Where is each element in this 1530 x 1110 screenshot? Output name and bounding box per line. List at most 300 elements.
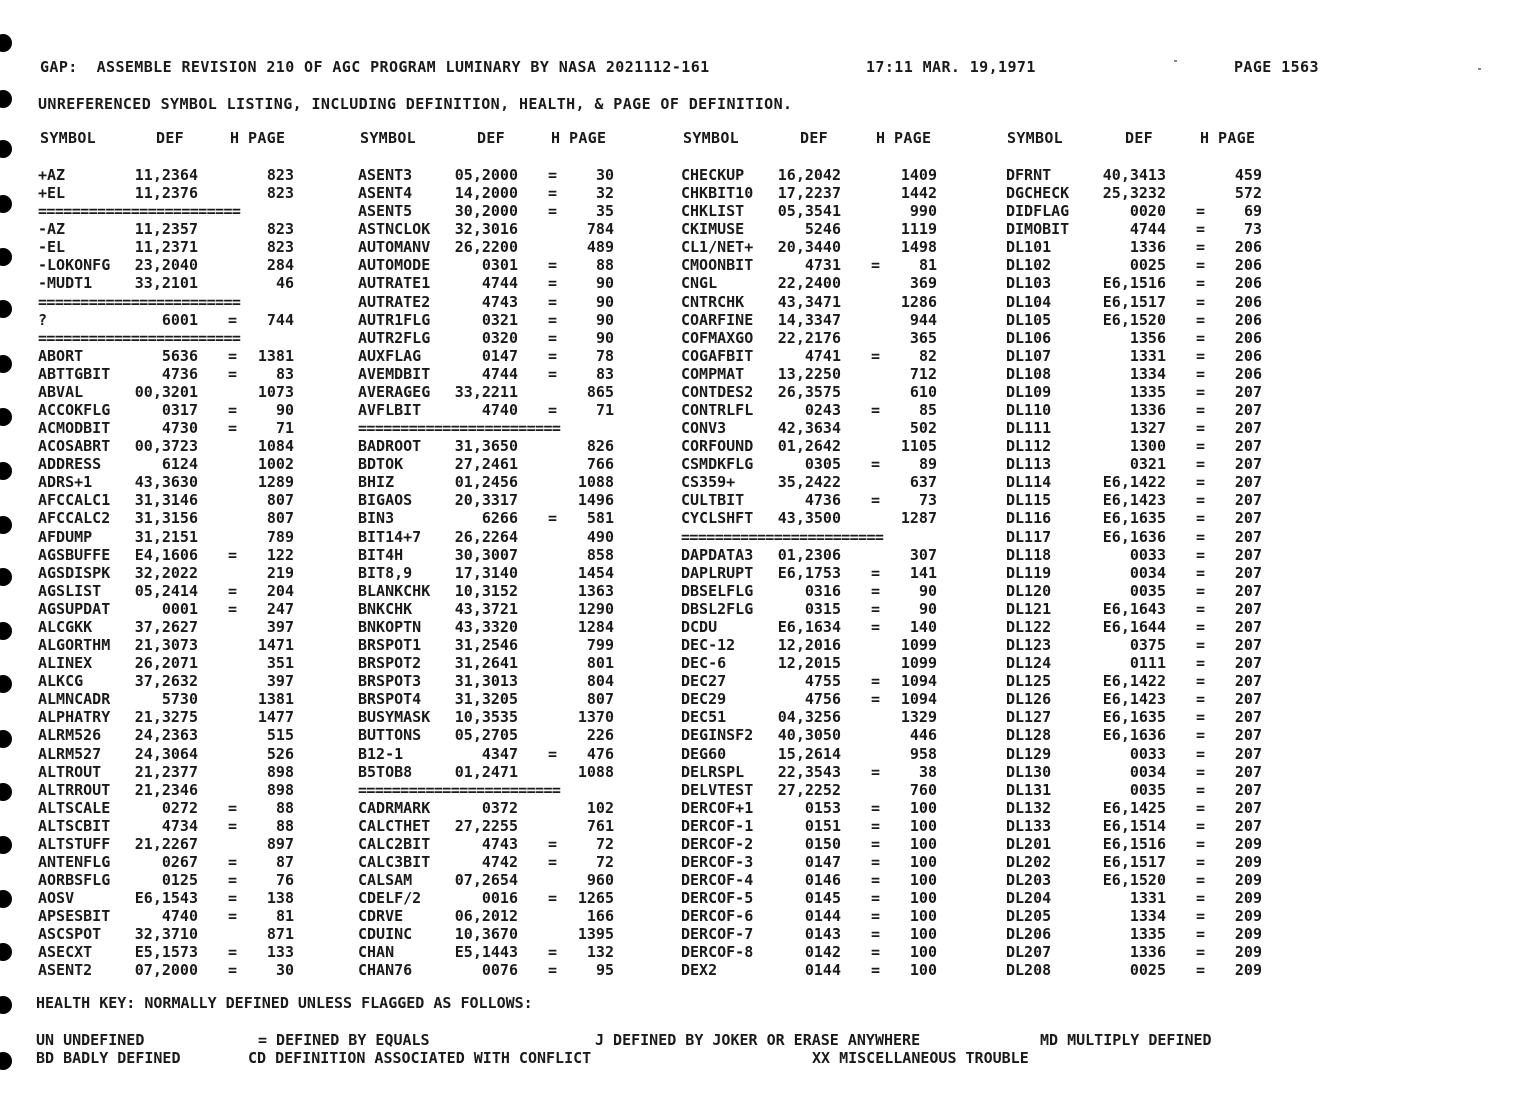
definition-page: 207 <box>1234 401 1262 420</box>
health-flag: = <box>1196 834 1206 853</box>
health-flag: = <box>548 834 558 853</box>
table-row <box>1006 220 1268 238</box>
definition-page: 100 <box>909 943 937 962</box>
symbol-name: DCDU <box>681 617 718 636</box>
symbol-definition: 40,3413 <box>1102 166 1166 184</box>
symbol-name: CNGL <box>681 274 718 293</box>
symbol-name: ALMNCADR <box>38 690 111 709</box>
symbol-definition: 31,3205 <box>454 690 518 709</box>
health-flag: = <box>1196 527 1206 546</box>
symbol-name: COMPMAT <box>681 364 745 383</box>
symbol-definition: 0144 <box>804 961 841 980</box>
symbol-name: DL110 <box>1006 401 1052 420</box>
symbol-definition: 05,2000 <box>454 166 518 184</box>
definition-page: 1287 <box>900 509 937 528</box>
symbol-definition: 4740 <box>161 907 198 926</box>
symbol-name: DL112 <box>1006 437 1052 456</box>
symbol-name: CONTRLFL <box>681 401 754 420</box>
symbol-name: -MUDT1 <box>38 274 93 293</box>
table-row <box>38 546 298 564</box>
symbol-definition: E6,1422 <box>1102 473 1166 492</box>
symbol-name: ASCSPOT <box>38 925 102 944</box>
symbol-name: DEC29 <box>681 690 727 709</box>
table-row <box>681 455 945 473</box>
health-flag: = <box>871 907 881 926</box>
symbol-definition: 1334 <box>1129 907 1166 926</box>
table-row <box>358 491 620 509</box>
definition-page: 784 <box>586 220 614 239</box>
table-row <box>681 238 945 256</box>
definition-page: 1477 <box>257 708 294 727</box>
symbol-definition: 31,3156 <box>134 509 198 528</box>
definition-page: 515 <box>266 726 294 745</box>
symbol-name: AFCCALC2 <box>38 509 111 528</box>
symbol-definition: 42,3634 <box>777 419 841 438</box>
table-row <box>358 220 620 238</box>
punch-hole <box>0 836 12 854</box>
table-row <box>38 220 298 238</box>
symbol-definition: 0372 <box>481 798 518 817</box>
health-flag: = <box>228 545 238 564</box>
table-row <box>681 419 945 437</box>
definition-page: 206 <box>1234 310 1262 329</box>
table-row <box>1006 582 1268 600</box>
table-row <box>681 763 945 781</box>
symbol-name: CYCLSHFT <box>681 509 754 528</box>
symbol-name: BIT14+7 <box>358 527 422 546</box>
symbol-name: AGSUPDAT <box>38 599 111 618</box>
definition-page: 207 <box>1234 527 1262 546</box>
health-flag: = <box>871 925 881 944</box>
symbol-definition: 1356 <box>1129 328 1166 347</box>
definition-page: 1471 <box>257 636 294 655</box>
symbol-name: ALTRROUT <box>38 780 111 799</box>
symbol-name: AVERAGEG <box>358 382 431 401</box>
table-row <box>681 726 945 744</box>
symbol-definition: 0147 <box>804 852 841 871</box>
symbol-name: AVEMDBIT <box>358 364 431 383</box>
symbol-name: BIT4H <box>358 545 404 564</box>
symbol-name: ALTROUT <box>38 762 102 781</box>
health-flag: = <box>1196 889 1206 908</box>
table-row <box>1006 799 1268 817</box>
table-row <box>358 853 620 871</box>
symbol-definition: 0111 <box>1129 654 1166 673</box>
table-row <box>38 256 298 274</box>
definition-page: 1286 <box>900 292 937 311</box>
definition-page: 166 <box>586 907 614 926</box>
definition-page: 1002 <box>257 455 294 474</box>
table-row <box>1006 509 1268 527</box>
definition-page: 100 <box>909 961 937 980</box>
header-page: PAGE <box>894 129 932 147</box>
definition-page: 897 <box>266 834 294 853</box>
punch-hole <box>0 1052 12 1070</box>
health-flag: = <box>871 834 881 853</box>
table-row <box>1006 455 1268 473</box>
table-row <box>38 943 298 961</box>
symbol-name: DL130 <box>1006 762 1052 781</box>
definition-page: 209 <box>1234 852 1262 871</box>
symbol-definition: 6266 <box>481 509 518 528</box>
table-row <box>38 184 298 202</box>
symbol-name: AUTRATE1 <box>358 274 431 293</box>
header-health: H <box>551 129 561 147</box>
definition-page: 206 <box>1234 274 1262 293</box>
table-row <box>38 455 298 473</box>
symbol-definition: 33,2101 <box>134 274 198 293</box>
header-def: DEF <box>800 129 828 147</box>
definition-page: 1099 <box>900 654 937 673</box>
health-flag: = <box>1196 599 1206 618</box>
definition-page: 95 <box>595 961 614 980</box>
definition-page: 823 <box>266 220 294 239</box>
symbol-name: ALTSTUFF <box>38 834 111 853</box>
symbol-definition: 16,2042 <box>777 166 841 184</box>
health-flag: = <box>1196 726 1206 745</box>
definition-page: 30 <box>595 166 614 184</box>
definition-page: 73 <box>1243 220 1262 239</box>
symbol-definition: 43,3721 <box>454 599 518 618</box>
health-flag: = <box>228 907 238 926</box>
table-row <box>681 690 945 708</box>
table-row <box>1006 708 1268 726</box>
definition-page: 207 <box>1234 563 1262 582</box>
table-row <box>1006 781 1268 799</box>
symbol-definition: 0147 <box>481 346 518 365</box>
table-row <box>358 925 620 943</box>
definition-page: 46 <box>275 274 294 293</box>
table-row <box>358 636 620 654</box>
symbol-name: B12-1 <box>358 744 404 763</box>
symbol-name: DL116 <box>1006 509 1052 528</box>
definition-page: 990 <box>909 202 937 221</box>
symbol-definition: 1300 <box>1129 437 1166 456</box>
symbol-name: DL123 <box>1006 636 1052 655</box>
health-flag: = <box>871 581 881 600</box>
definition-page: 209 <box>1234 834 1262 853</box>
definition-page: 100 <box>909 852 937 871</box>
definition-page: 489 <box>586 238 614 257</box>
table-row <box>358 961 620 979</box>
health-flag: = <box>1196 419 1206 438</box>
symbol-definition: 31,3146 <box>134 491 198 510</box>
health-flag: = <box>548 744 558 763</box>
definition-page: 459 <box>1234 166 1262 184</box>
symbol-definition: 31,3650 <box>454 437 518 456</box>
definition-page: 90 <box>918 599 937 618</box>
symbol-definition: E6,1753 <box>777 563 841 582</box>
health-flag: = <box>548 328 558 347</box>
symbol-name: DL102 <box>1006 256 1052 275</box>
symbol-definition: 4736 <box>804 491 841 510</box>
health-flag: = <box>1196 654 1206 673</box>
definition-page: 871 <box>266 925 294 944</box>
health-flag: = <box>228 889 238 908</box>
table-row <box>681 528 945 546</box>
table-row <box>681 600 945 618</box>
symbol-definition: 0267 <box>161 852 198 871</box>
symbol-definition: E6,1516 <box>1102 274 1166 293</box>
symbol-name: -AZ <box>38 220 66 239</box>
health-flag: = <box>1196 636 1206 655</box>
table-row <box>1006 184 1268 202</box>
table-row <box>358 708 620 726</box>
symbol-definition: 04,3256 <box>777 708 841 727</box>
health-flag: = <box>871 563 881 582</box>
table-row <box>38 835 298 853</box>
symbol-definition: 4755 <box>804 672 841 691</box>
health-flag: = <box>871 943 881 962</box>
symbol-name: CS359+ <box>681 473 736 492</box>
symbol-name: DL207 <box>1006 943 1052 962</box>
symbol-name: CONTDES2 <box>681 382 754 401</box>
table-row <box>681 618 945 636</box>
health-flag: = <box>1196 563 1206 582</box>
health-flag: = <box>1196 220 1206 239</box>
symbol-name: CALCTHET <box>358 816 431 835</box>
table-row <box>681 564 945 582</box>
symbol-name: DL125 <box>1006 672 1052 691</box>
definition-page: 369 <box>909 274 937 293</box>
symbol-definition: 30,2000 <box>454 202 518 221</box>
symbol-definition: 4744 <box>481 364 518 383</box>
definition-page: 760 <box>909 780 937 799</box>
table-row <box>358 274 620 292</box>
table-row <box>1006 943 1268 961</box>
symbol-name: DGCHECK <box>1006 184 1070 203</box>
symbol-definition: 0375 <box>1129 636 1166 655</box>
definition-page: 73 <box>918 491 937 510</box>
definition-page: 1381 <box>257 346 294 365</box>
health-flag: = <box>1196 744 1206 763</box>
definition-page: 1073 <box>257 382 294 401</box>
symbol-name: BIN3 <box>358 509 395 528</box>
definition-page: 207 <box>1234 437 1262 456</box>
table-row <box>38 925 298 943</box>
header-def: DEF <box>1125 129 1153 147</box>
table-row <box>38 166 298 184</box>
symbol-name: DL126 <box>1006 690 1052 709</box>
symbol-name: CHKLIST <box>681 202 745 221</box>
key-undefined: UN UNDEFINED <box>36 1031 145 1049</box>
symbol-definition: 4741 <box>804 346 841 365</box>
definition-page: 100 <box>909 834 937 853</box>
table-row <box>1006 419 1268 437</box>
symbol-definition: 0144 <box>804 907 841 926</box>
table-row <box>38 763 298 781</box>
definition-page: 351 <box>266 654 294 673</box>
table-row <box>358 455 620 473</box>
separator-line: ======================== <box>681 527 884 546</box>
symbol-name: CHECKUP <box>681 166 745 184</box>
symbol-definition: 6001 <box>161 310 198 329</box>
health-flag: = <box>1196 943 1206 962</box>
definition-page: 207 <box>1234 798 1262 817</box>
definition-page: 958 <box>909 744 937 763</box>
definition-page: 307 <box>909 545 937 564</box>
punch-hole <box>0 34 12 52</box>
symbol-definition: 0143 <box>804 925 841 944</box>
health-flag: = <box>1196 382 1206 401</box>
health-flag: = <box>1196 617 1206 636</box>
definition-page: 1119 <box>900 220 937 239</box>
definition-page: 69 <box>1243 202 1262 221</box>
symbol-name: ACMODBIT <box>38 419 111 438</box>
table-row <box>38 600 298 618</box>
definition-page: 88 <box>275 798 294 817</box>
symbol-definition: 00,3201 <box>134 382 198 401</box>
definition-page: 865 <box>586 382 614 401</box>
symbol-name: CALC2BIT <box>358 834 431 853</box>
definition-page: 207 <box>1234 726 1262 745</box>
definition-page: 1084 <box>257 437 294 456</box>
table-row <box>1006 600 1268 618</box>
symbol-definition: 17,3140 <box>454 563 518 582</box>
definition-page: 122 <box>266 545 294 564</box>
symbol-definition: 1331 <box>1129 889 1166 908</box>
health-flag: = <box>1196 292 1206 311</box>
symbol-definition: E5,1573 <box>134 943 198 962</box>
table-row <box>358 745 620 763</box>
symbol-name: DL118 <box>1006 545 1052 564</box>
symbol-definition: 37,2632 <box>134 672 198 691</box>
health-flag: = <box>228 816 238 835</box>
definition-page: 207 <box>1234 509 1262 528</box>
symbol-definition: 15,2614 <box>777 744 841 763</box>
definition-page: 826 <box>586 437 614 456</box>
symbol-definition: 21,2267 <box>134 834 198 853</box>
symbol-definition: 0034 <box>1129 563 1166 582</box>
table-row <box>1006 853 1268 871</box>
symbol-definition: 4756 <box>804 690 841 709</box>
symbol-name: DL127 <box>1006 708 1052 727</box>
health-flag: = <box>871 256 881 275</box>
symbol-definition: 0016 <box>481 889 518 908</box>
symbol-name: DL106 <box>1006 328 1052 347</box>
definition-page: 100 <box>909 871 937 890</box>
table-row <box>1006 672 1268 690</box>
symbol-name: DL101 <box>1006 238 1052 257</box>
table-row <box>1006 473 1268 491</box>
health-flag: = <box>871 690 881 709</box>
definition-page: 207 <box>1234 599 1262 618</box>
definition-page: 207 <box>1234 816 1262 835</box>
definition-page: 209 <box>1234 907 1262 926</box>
definition-page: 207 <box>1234 545 1262 564</box>
health-flag: = <box>548 256 558 275</box>
table-row <box>38 365 298 383</box>
symbol-definition: E6,1635 <box>1102 708 1166 727</box>
symbol-definition: 1334 <box>1129 364 1166 383</box>
symbol-definition: 22,3543 <box>777 762 841 781</box>
symbol-name: B5TOB8 <box>358 762 413 781</box>
table-row <box>1006 618 1268 636</box>
symbol-definition: 21,3073 <box>134 636 198 655</box>
table-row <box>358 202 620 220</box>
symbol-name: DL202 <box>1006 852 1052 871</box>
symbol-name: CDUINC <box>358 925 413 944</box>
symbol-name: ALTSCBIT <box>38 816 111 835</box>
symbol-definition: 43,3500 <box>777 509 841 528</box>
health-flag: = <box>228 943 238 962</box>
symbol-definition: 0025 <box>1129 256 1166 275</box>
table-row <box>38 672 298 690</box>
symbol-name: DERCOF-1 <box>681 816 754 835</box>
symbol-definition: 0025 <box>1129 961 1166 980</box>
symbol-definition: 1336 <box>1129 238 1166 257</box>
header-symbol: SYMBOL <box>40 129 96 147</box>
symbol-name: CALC3BIT <box>358 852 431 871</box>
table-row <box>358 238 620 256</box>
separator-line: ======================== <box>358 780 561 799</box>
definition-page: 476 <box>586 744 614 763</box>
symbol-name: DL122 <box>1006 617 1052 636</box>
symbol-name: ALKCG <box>38 672 84 691</box>
symbol-name: DL114 <box>1006 473 1052 492</box>
symbol-name: ADRS+1 <box>38 473 93 492</box>
health-flag: = <box>1196 871 1206 890</box>
symbol-definition: 0001 <box>161 599 198 618</box>
definition-page: 90 <box>595 328 614 347</box>
symbol-definition: 1336 <box>1129 943 1166 962</box>
table-row <box>681 799 945 817</box>
header-page: PAGE <box>569 129 607 147</box>
symbol-definition: 4743 <box>481 834 518 853</box>
health-flag: = <box>1196 310 1206 329</box>
definition-page: 100 <box>909 907 937 926</box>
key-conflict: CD DEFINITION ASSOCIATED WITH CONFLICT <box>248 1049 592 1067</box>
symbol-name: CORFOUND <box>681 437 754 456</box>
definition-page: 206 <box>1234 292 1262 311</box>
table-row <box>681 871 945 889</box>
definition-page: 219 <box>266 563 294 582</box>
table-row <box>358 329 620 347</box>
symbol-name: BHIZ <box>358 473 395 492</box>
health-flag: = <box>1196 545 1206 564</box>
punch-hole <box>0 890 12 908</box>
symbol-definition: 25,3232 <box>1102 184 1166 203</box>
definition-page: 807 <box>266 509 294 528</box>
table-row <box>681 907 945 925</box>
table-row <box>38 419 298 437</box>
definition-page: 207 <box>1234 744 1262 763</box>
symbol-definition: 31,2641 <box>454 654 518 673</box>
table-row <box>38 799 298 817</box>
header-health: H <box>1200 129 1210 147</box>
symbol-name: ASENT4 <box>358 184 413 203</box>
table-row <box>1006 166 1268 184</box>
table-row <box>358 383 620 401</box>
symbol-name: CONV3 <box>681 419 727 438</box>
symbol-name: ALCGKK <box>38 617 93 636</box>
definition-page: 81 <box>918 256 937 275</box>
table-row <box>38 528 298 546</box>
key-badly-defined: BD BADLY DEFINED <box>36 1049 181 1067</box>
symbol-name: AFCCALC1 <box>38 491 111 510</box>
symbol-name: ANTENFLG <box>38 852 111 871</box>
symbol-name: CULTBIT <box>681 491 745 510</box>
table-row <box>1006 564 1268 582</box>
table-row <box>38 871 298 889</box>
health-flag: = <box>548 364 558 383</box>
symbol-definition: 10,3670 <box>454 925 518 944</box>
definition-page: 90 <box>275 401 294 420</box>
health-flag: = <box>228 419 238 438</box>
table-row <box>681 491 945 509</box>
symbol-name: +EL <box>38 184 66 203</box>
punch-hole <box>0 462 12 480</box>
